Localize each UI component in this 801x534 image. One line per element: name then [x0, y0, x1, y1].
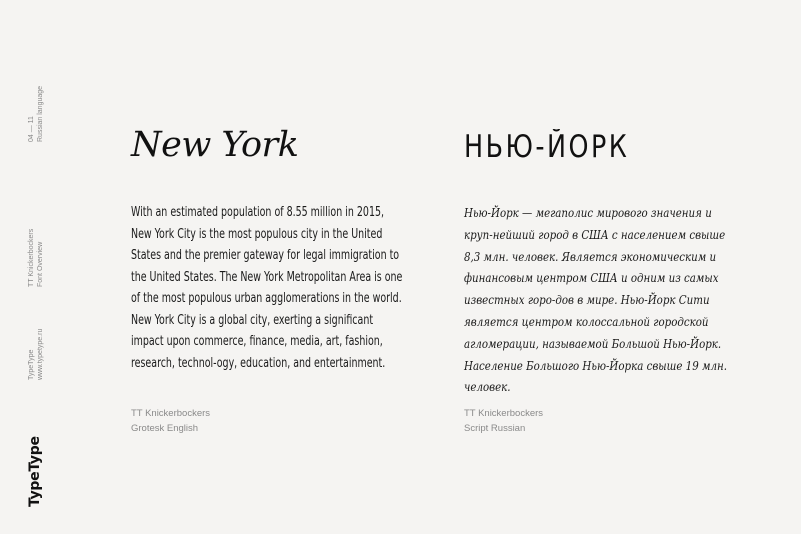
russian-caption-font: TT Knickerbockers [464, 408, 544, 419]
russian-caption-style: Script Russian [464, 423, 526, 434]
rail-page-info [27, 86, 45, 142]
russian-caption [464, 406, 543, 436]
page-range: 04 — 11 [28, 116, 35, 142]
english-body: With an estimated population of 8.55 million in 2015, New York City is the most populous city in the United States and the premier gateway for legal immigration to the United States. The New York Metropolitan Area is one of the most populous urban agglomerations in the world. New York City is a global city, exerting a significant impact upon commerce, finance, media, art, fashion, research, technol-ogy, education, and entertainment. [131, 205, 403, 371]
rail-font-info [27, 229, 45, 287]
brand-logo: TypeType [27, 436, 43, 507]
english-heading: New York [131, 125, 299, 165]
english-caption [131, 406, 210, 436]
section-label: Russian language [37, 85, 44, 142]
english-caption-font: TT Knickerbockers [131, 408, 211, 419]
website-label: www.typetype.ru [37, 328, 44, 380]
rail-company-info [27, 329, 45, 380]
russian-heading: НЬЮ-ЙОРК [464, 129, 630, 165]
doc-type-label: Font Overview [37, 241, 44, 287]
russian-body: Нью-Йорк — мегаполис мирового значения и круп-нейший город в США с населением свыше 8,3 млн. человек. Является экономическим и финансовым центром США и одним из самых известных горо-дов в мире. Нью-Йорк Сити является центром колоссальной городской агломерации, называемой Большой Нью-Йорк. Население Большого Нью-Йорка свыше 19 млн. человек. [464, 205, 728, 395]
english-caption-style: Grotesk English [131, 423, 199, 434]
company-label: TypeType [28, 349, 35, 380]
font-name-label: TT Knickerbockers [28, 228, 35, 287]
